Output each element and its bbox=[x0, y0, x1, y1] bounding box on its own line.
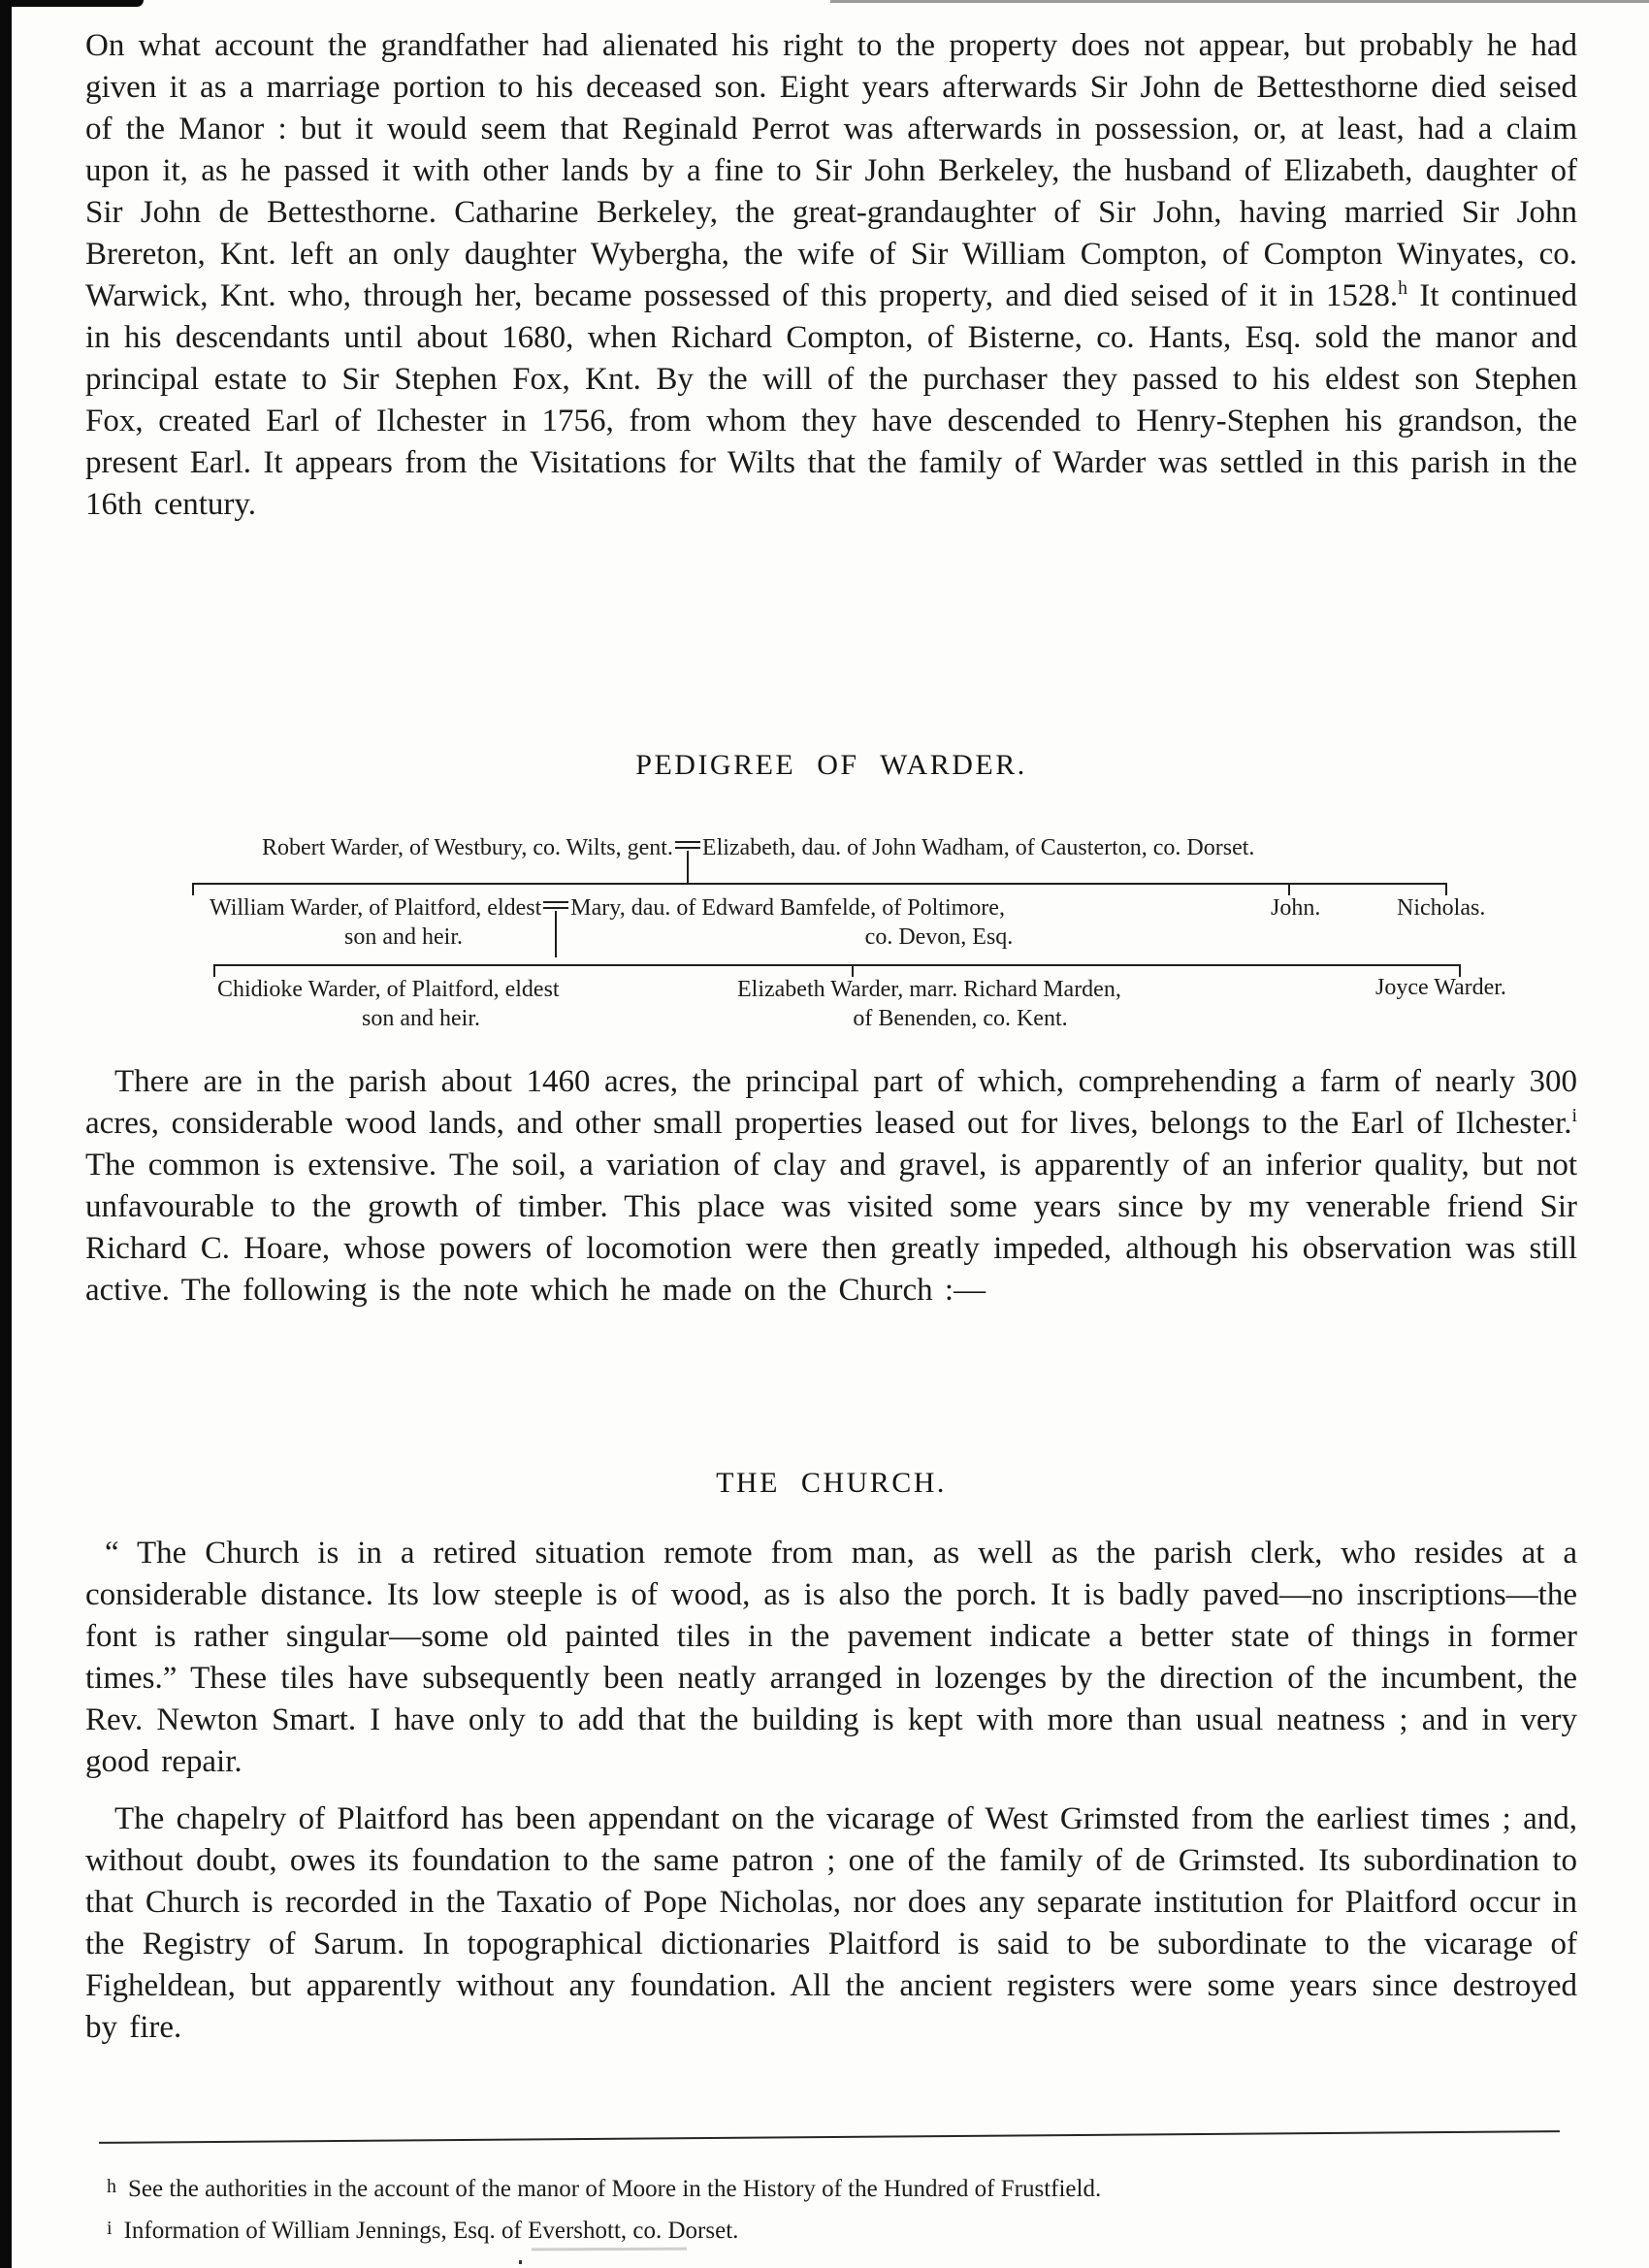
chapelry-paragraph: The chapelry of Plaitford has been appendant on the vicarage of West Grimsted from the earliest times ; and, without doubt, owes its foundation to the same patron ; one of the family of de Grimsted. Its subordination to that Church is recorded in the Taxatio of Pope Nicholas, nor does any separate institution for Plaitford occur in the Registry of Sarum. In topographical dictionaries Plaitford is said to be subordinate to the vicarage of Figheldean, but apparently without any foundation. All the ancient registers were some years since destroyed by fire. bbox=[85, 1801, 1577, 2045]
parish-paragraph: There are in the parish about 1460 acres, the principal part of which, comprehending a farm of nearly 300 acres, considerable wood lands, and other small properties leased out for lives, belongs to the Earl of Ilchester.$^i$ The common is extensive. The soil, a variation of clay and gravel, is apparently of an inferior quality, but not unfavourable to the growth of timber. This place was visited some years since by my venerable friend Sir Richard C. Hoare, whose powers of locomotion were then greatly impeded, although his observation was still active. The following is the note which he made on the Church :— bbox=[85, 1064, 1577, 1308]
pedigree-gen2-wife-subtitle: co. Devon, Esq. bbox=[864, 924, 1014, 950]
marriage-connector-icon bbox=[543, 901, 568, 909]
footnote-rule bbox=[99, 2130, 1560, 2144]
marriage-connector-icon bbox=[675, 841, 700, 849]
pedigree-gen2-son-nicholas: Nicholas. bbox=[1397, 895, 1486, 921]
pedigree-gen3-daughter-joyce: Joyce Warder. bbox=[1375, 975, 1506, 1000]
pedigree-gen2-eldest-son: William Warder, of Plaitford, eldest bbox=[210, 895, 542, 921]
pedigree-gen1-wife: Elizabeth, dau. of John Wadham, of Causterton, co. Dorset. bbox=[701, 835, 1255, 860]
footnote-h bbox=[107, 2167, 1445, 2209]
church-note-paragraph: “ The Church is in a retired situation remote from man, as well as the parish clerk, who resides at a considerable distance. Its low steeple is of wood, as is also the porch. It is badly paved—no inscriptions—the font is rather singular—some old painted tiles in the pavement indicate a better state of things in former times.” These tiles have subsequently been neatly arranged in lozenges by the direction of the incumbent, the Rev. Newton Smart. I have only to add that the building is kept with more than usual neatness ; and in very good repair. bbox=[85, 1536, 1577, 1779]
pedigree-chart bbox=[85, 830, 1577, 1038]
pedigree-gen3-daughter-elizabeth: Elizabeth Warder, marr. Richard Marden, bbox=[737, 977, 1121, 1002]
pedigree-connector-line bbox=[213, 964, 1461, 966]
pedigree-gen2-son-john: John. bbox=[1271, 895, 1321, 921]
pedigree-heading: PEDIGREE OF WARDER. bbox=[635, 749, 1027, 781]
left-scan-edge bbox=[0, 0, 12, 2268]
pedigree-gen3-eldest-son: Chidioke Warder, of Plaitford, eldest bbox=[217, 977, 560, 1002]
footnote-i-text: Information of William Jennings, Esq. of Evershott, co. Dorset. bbox=[123, 2218, 739, 2244]
church-heading: THE CHURCH. bbox=[716, 1467, 947, 1499]
footnote-h-marker: h bbox=[107, 2176, 116, 2197]
footnote-h-text: See the authorities in the account of the manor of Moore in the History of the Hundred of Frustfield. bbox=[128, 2176, 1102, 2202]
pedigree-gen3-eldest-son-subtitle: son and heir. bbox=[362, 1006, 480, 1031]
pedigree-gen2-eldest-son-subtitle: son and heir. bbox=[344, 924, 463, 950]
pedigree-connector-line bbox=[192, 883, 1447, 885]
page-text-column bbox=[85, 0, 1577, 2268]
pedigree-connector-line bbox=[213, 964, 215, 977]
opening-paragraph: On what account the grandfather had alienated his right to the property does not appear, but probably he had given it as a marriage portion to his deceased son. Eight years afterwards Sir John de Bettesthorne died seised of the Manor : but it would seem that Reginald Perrot was afterwards in possession, or, at least, had a claim upon it, as he passed it with other lands by a fine to Sir John Berkeley, the husband of Elizabeth, daughter of Sir John de Bettesthorne. Catharine Berkeley, the great-grandaughter of Sir John, having married Sir John Brereton, Knt. left an only daughter Wybergha, the wife of Sir William Compton, of Compton Winyates, co. Warwick, Knt. who, through her, became possessed of this property, and died seised of it in 1528.$^h$ It continued in his descendants until about 1680, when Richard Compton, of Bisterne, co. Hants, Esq. sold the manor and principal estate to Sir Stephen Fox, Knt. By the will of the purchaser they passed to his eldest son Stephen Fox, created Earl of Ilchester in 1756, from whom they have descended to Henry-Stephen his grandson, the present Earl. It appears from the Visitations for Wilts that the family of Warder was settled in this parish in the 16th century. bbox=[85, 28, 1578, 522]
footnote-i-marker: i bbox=[107, 2218, 113, 2239]
pedigree-gen2-wife: Mary, dau. of Edward Bamfelde, of Poltimore, bbox=[570, 895, 1005, 921]
footnote-i bbox=[107, 2209, 1445, 2251]
pedigree-gen3-daughter-elizabeth-subtitle: of Benenden, co. Kent. bbox=[853, 1006, 1068, 1031]
pedigree-gen1-husband: Robert Warder, of Westbury, co. Wilts, gent. bbox=[262, 835, 673, 860]
pedigree-connector-line bbox=[192, 883, 194, 895]
pedigree-gen1-couple bbox=[262, 834, 1254, 861]
pedigree-gen2-couple bbox=[210, 894, 1005, 922]
footnotes bbox=[107, 2167, 1445, 2251]
